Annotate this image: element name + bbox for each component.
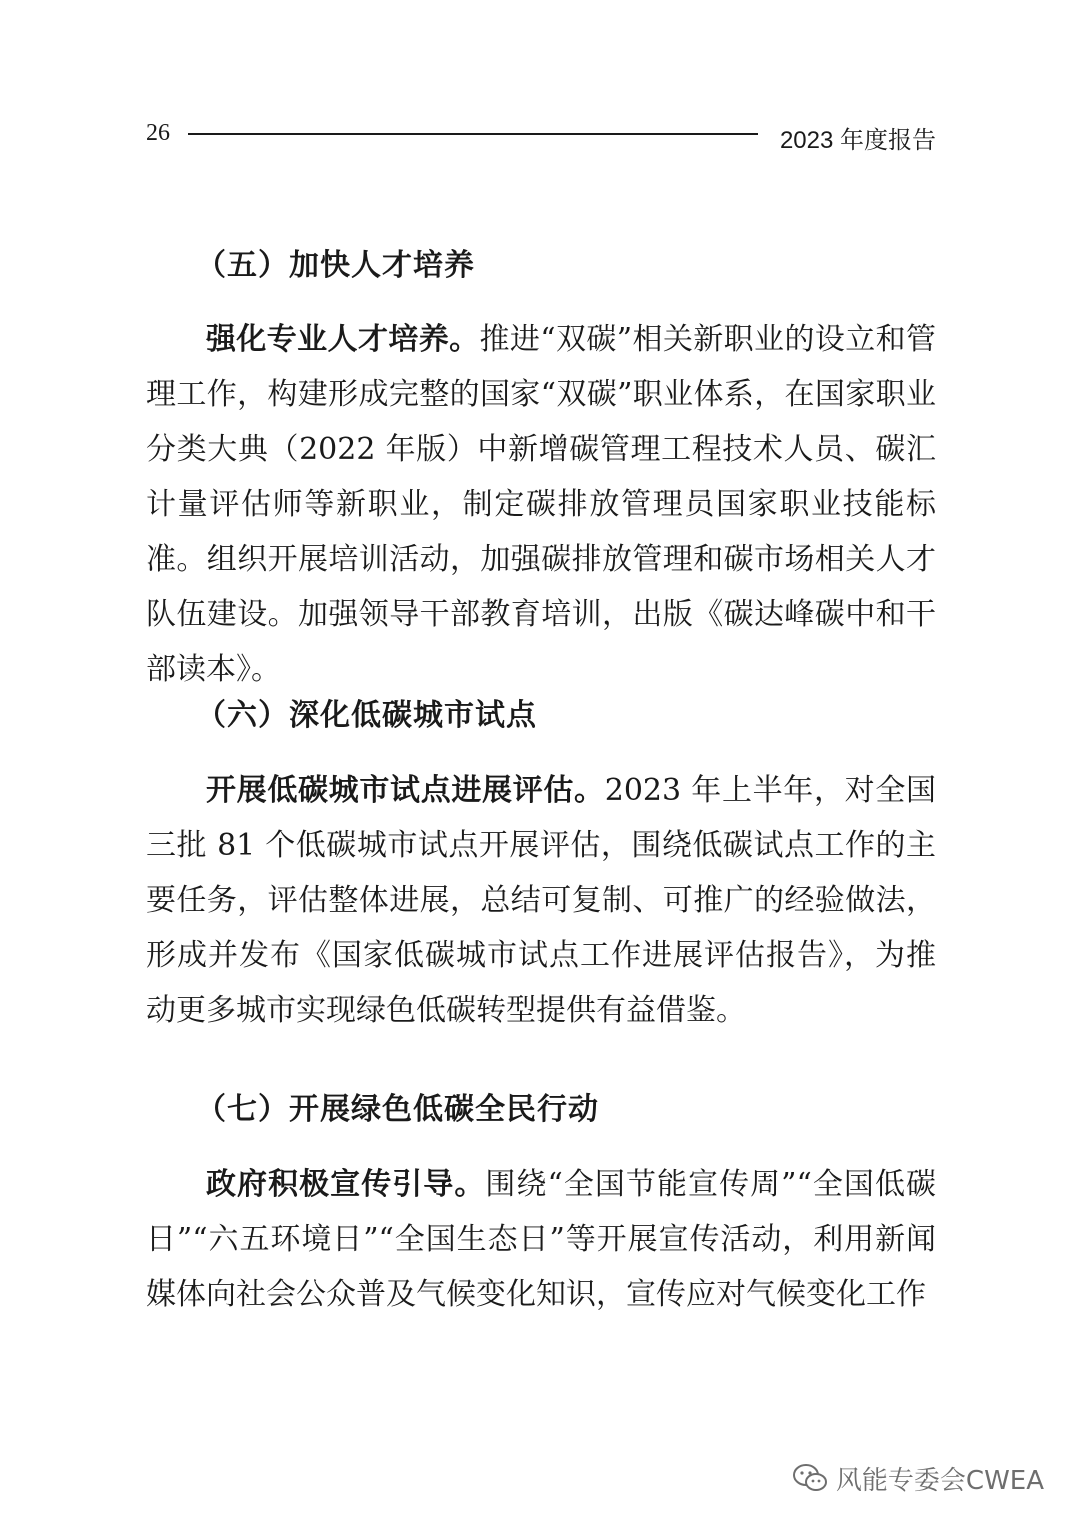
section-paragraph-7 [146, 1157, 936, 1322]
paragraph-body: 2023 年上半年，对全国三批 81 个低碳城市试点开展评估，围绕低碳试点工作的主要任务，评估整体进展，总结可复制、可推广的经验做法，形成并发布《国家低碳城市试点工作进展评估报告》，为推动更多城市实现绿色低碳转型提供有益借鉴。 [146, 773, 936, 1028]
section-paragraph-5 [146, 312, 936, 697]
page-number: 26 [146, 120, 170, 146]
paragraph-body: 推进“双碳”相关新职业的设立和管理工作，构建形成完整的国家“双碳”职业体系，在国家职业分类大典（2022 年版）中新增碳管理工程技术人员、碳汇计量评估师等新职业，制定碳排放管理员国家职业技能标准。组织开展培训活动，加强碳排放管理和碳市场相关人才队伍建设。加强领导干部教育培训，出版《碳达峰碳中和干部读本》。 [146, 322, 936, 687]
watermark [792, 1460, 1044, 1496]
section-heading-5: （五）加快人才培养 [196, 248, 475, 283]
section-paragraph-6 [146, 763, 936, 1038]
paragraph-lead: 政府积极宣传引导。 [206, 1167, 486, 1202]
paragraph-body: 围绕“全国节能宣传周”“全国低碳日”“六五环境日”“全国生态日”等开展宣传活动，利用新闻媒体向社会公众普及气候变化知识，宣传应对气候变化工作 [146, 1167, 937, 1312]
watermark-text: 风能专委会CWEA [835, 1465, 1044, 1496]
header-rule [188, 133, 758, 135]
section-heading-6: （六）深化低碳城市试点 [196, 698, 537, 733]
page-header [146, 118, 936, 152]
paragraph-lead: 强化专业人才培养。 [206, 322, 480, 357]
section-heading-7: （七）开展绿色低碳全民行动 [196, 1092, 599, 1127]
paragraph-lead: 开展低碳城市试点进展评估。 [206, 773, 605, 808]
wechat-icon [792, 1463, 828, 1493]
report-title: 2023 年度报告 [779, 127, 936, 154]
